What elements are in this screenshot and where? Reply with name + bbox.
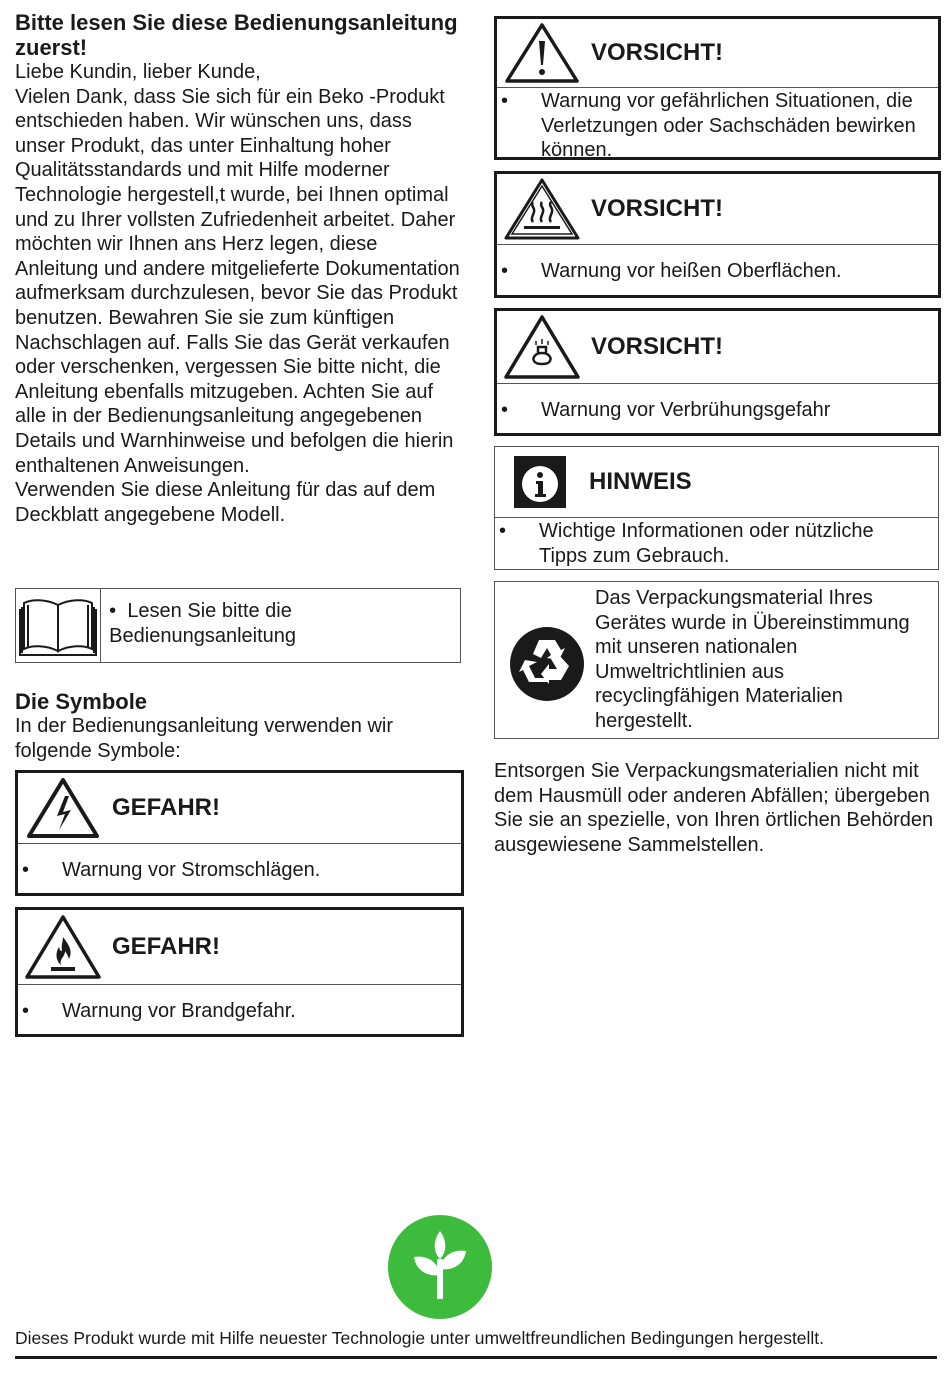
warning-box-scald xyxy=(494,308,941,436)
bullet: • xyxy=(501,399,509,421)
symbols-intro: In der Bedienungsanleitung verwenden wir folgende Symbole: xyxy=(15,715,394,762)
footer-text: Dieses Produkt wurde mit Hilfe neuester Technologie unter umweltfreundlichen Bedingungen hergestellt. xyxy=(15,1328,825,1348)
disposal-text: Entsorgen Sie Verpackungsmaterialien nicht mit dem Hausmüll oder anderen Abfällen; übergeben Sie sie an spezielle, von Ihren örtlichen Behörden ausgewiesene Sammelstellen. xyxy=(494,760,934,856)
symbols-section xyxy=(15,689,463,763)
info-body xyxy=(495,518,938,568)
warning-header xyxy=(18,910,461,985)
recycle-icon xyxy=(509,626,585,707)
intro-section xyxy=(15,10,463,527)
warning-text: Warnung vor Brandgefahr. xyxy=(62,1000,296,1022)
read-manual-text-wrap xyxy=(101,589,460,662)
read-manual-bullet: • xyxy=(109,600,117,622)
warning-box-electric xyxy=(15,770,464,896)
warning-box-caution xyxy=(494,16,941,160)
bullet: • xyxy=(501,90,509,112)
warning-body xyxy=(497,384,938,423)
warning-body xyxy=(18,844,461,883)
warning-title: GEFAHR! xyxy=(112,933,220,960)
recycling-box xyxy=(494,581,939,739)
leaf-logo xyxy=(388,1215,492,1324)
intro-model-note: Verwenden Sie diese Anleitung für das auf dem Deckblatt angegebene Modell. xyxy=(15,479,436,526)
recycling-text: Das Verpackungsmaterial Ihres Gerätes wurde in Übereinstimmung mit unseren nationalen Umweltrichtlinien aus recyclingfähigen Materialien hergestellt. xyxy=(595,587,910,732)
warning-body xyxy=(497,88,938,163)
warning-title: VORSICHT! xyxy=(591,195,723,222)
bullet: • xyxy=(22,859,30,881)
warning-header xyxy=(497,311,938,384)
warning-box-hot-surface xyxy=(494,171,941,298)
warning-title: VORSICHT! xyxy=(591,39,723,66)
warning-header xyxy=(497,19,938,88)
bullet: • xyxy=(501,260,509,282)
fire-hazard-icon xyxy=(18,913,108,981)
warning-header xyxy=(497,174,938,245)
warning-header xyxy=(18,773,461,844)
footer-rule xyxy=(15,1356,937,1359)
warning-text: Warnung vor Verbrühungsgefahr xyxy=(541,399,831,421)
intro-heading: Bitte lesen Sie diese Bedienungsanleitung zuerst! xyxy=(15,10,458,60)
read-manual-text: Lesen Sie bitte die Bedienungsanleitung xyxy=(109,600,296,647)
open-book-icon xyxy=(16,589,101,662)
intro-greeting: Liebe Kundin, lieber Kunde, xyxy=(15,61,261,83)
warning-box-fire xyxy=(15,907,464,1037)
intro-body: Vielen Dank, dass Sie sich für ein Beko -Produkt entschieden haben. Wir wünschen uns, dass unser Produkt, das unter Einhaltung hoher Qualitätsstandards und mit Hilfe moderner Technologie hergestell,t wurde, bei Ihnen optimal und zu Ihrer vollsten Zufriedenheit arbeitet. Daher möchten wir Ihnen ans Herz legen, diese Anleitung und andere mitgelieferte Dokumentation aufmerksam durchzulesen, bevor Sie das Produkt benutzen. Bewahren Sie sie zum künftigen Nachschlagen auf. Falls Sie das Gerät verkaufen oder verschenken, vergessen Sie bitte nicht, die Anleitung ebenfalls mitzugeben. Achten Sie auf alle in der Bedienungsanleitung angegebenen Details und Warnhinweise und befolgen die hierin enthaltenen Anweisungen. xyxy=(15,85,460,477)
electric-shock-icon xyxy=(18,776,108,840)
exclamation-icon xyxy=(497,21,587,85)
warning-text: Warnung vor Stromschlägen. xyxy=(62,859,321,881)
read-manual-box xyxy=(15,588,461,663)
info-title: HINWEIS xyxy=(589,468,692,495)
warning-text: Warnung vor heißen Oberflächen. xyxy=(541,260,842,282)
warning-title: VORSICHT! xyxy=(591,333,723,360)
symbols-heading: Die Symbole xyxy=(15,689,148,714)
info-box xyxy=(494,446,939,570)
hot-surface-icon xyxy=(497,176,587,242)
info-text: Wichtige Informationen oder nützliche Tipps zum Gebrauch. xyxy=(539,520,874,567)
bullet: • xyxy=(499,520,507,542)
info-header xyxy=(495,447,938,518)
warning-body xyxy=(18,985,461,1024)
warning-title: GEFAHR! xyxy=(112,794,220,821)
warning-text: Warnung vor gefährlichen Situationen, die Verletzungen oder Sachschäden bewirken können. xyxy=(541,90,916,161)
warning-body xyxy=(497,245,938,284)
bullet: • xyxy=(22,1000,30,1022)
scald-icon xyxy=(497,313,587,381)
info-icon xyxy=(495,454,585,510)
